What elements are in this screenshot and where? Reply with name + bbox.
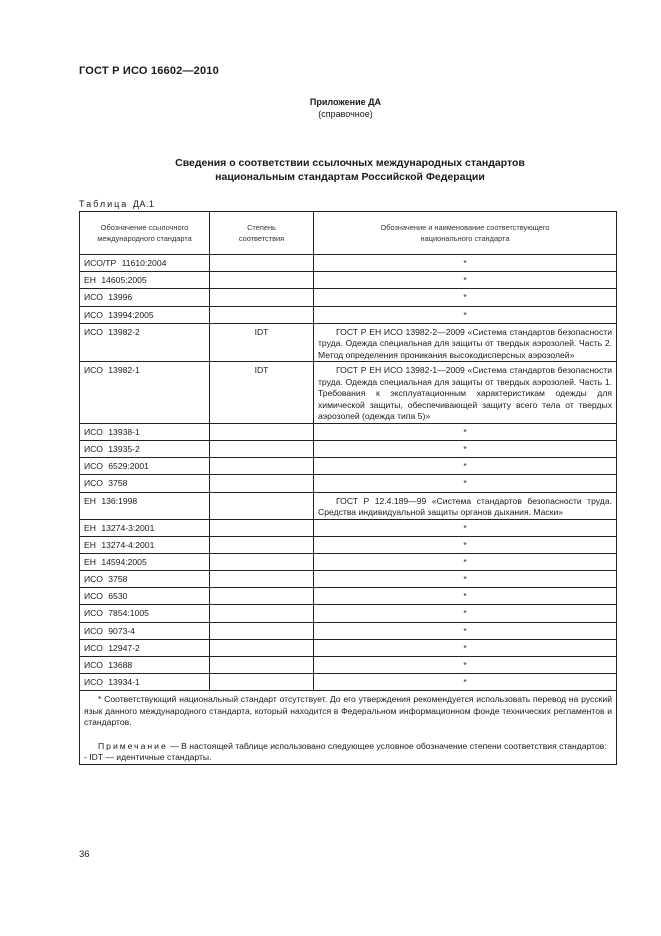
- national-standard-cell: *: [314, 272, 617, 289]
- column-header-degree-line-1: Степень: [247, 223, 276, 232]
- reference-standard-cell: ЕН 13274-4:2001: [80, 536, 210, 553]
- table-row: [80, 536, 617, 553]
- reference-standard-cell: ИСО 13996: [80, 289, 210, 306]
- table-header-row: [80, 212, 617, 255]
- column-header-reference: [80, 212, 210, 255]
- degree-cell: [210, 492, 314, 519]
- table-row: [80, 553, 617, 570]
- note: [84, 741, 612, 753]
- table-row: [80, 423, 617, 440]
- reference-standard-cell: ИСО 3758: [80, 571, 210, 588]
- reference-standard-cell: ИСО 3758: [80, 475, 210, 492]
- degree-cell: [210, 622, 314, 639]
- reference-standard-cell: ИСО 6530: [80, 588, 210, 605]
- reference-standard-cell: ЕН 13274-3:2001: [80, 519, 210, 536]
- national-standard-cell: *: [314, 440, 617, 457]
- degree-cell: [210, 255, 314, 272]
- national-standard-cell: [314, 362, 617, 424]
- national-standard-cell: *: [314, 553, 617, 570]
- national-standard-cell: *: [314, 622, 617, 639]
- degree-cell: [210, 553, 314, 570]
- reference-standard-cell: ИСО 9073-4: [80, 622, 210, 639]
- national-standard-cell: *: [314, 571, 617, 588]
- table-row: [80, 571, 617, 588]
- reference-standard-cell: ЕН 14605:2005: [80, 272, 210, 289]
- table-row: [80, 622, 617, 639]
- table-row: [80, 605, 617, 622]
- degree-cell: [210, 475, 314, 492]
- table-row: [80, 674, 617, 691]
- appendix-type: (справочное): [318, 109, 373, 119]
- document-code: ГОСТ Р ИСО 16602—2010: [79, 65, 219, 77]
- national-standard-cell: *: [314, 657, 617, 674]
- degree-cell: [210, 639, 314, 656]
- national-standard-cell: *: [314, 255, 617, 272]
- table-row: [80, 272, 617, 289]
- table-row: [80, 440, 617, 457]
- degree-cell: IDT: [210, 323, 314, 362]
- degree-cell: [210, 657, 314, 674]
- reference-standard-cell: ИСО 7854:1005: [80, 605, 210, 622]
- reference-standard-cell: ИСО 13982-2: [80, 323, 210, 362]
- table-row: [80, 289, 617, 306]
- national-standard-text: ГОСТ Р ЕН ИСО 13982-2—2009 «Система стандартов безопасности труда. Одежда специальная для защиты от твердых аэрозолей. Часть 2. Метод определения проникания высокодисперсных аэрозолей»: [318, 326, 612, 360]
- column-header-national-line-1: Обозначение и наименование соответствующего: [380, 223, 550, 232]
- table-row: [80, 362, 617, 424]
- national-standard-cell: *: [314, 306, 617, 323]
- reference-standard-cell: ИСО 13938-1: [80, 423, 210, 440]
- degree-cell: [210, 588, 314, 605]
- degree-cell: IDT: [210, 362, 314, 424]
- national-standard-cell: *: [314, 475, 617, 492]
- table-footer-row: [80, 691, 617, 765]
- reference-standard-cell: ИСО 13982-1: [80, 362, 210, 424]
- degree-cell: [210, 674, 314, 691]
- title-line-1: Сведения о соответствии ссылочных международных стандартов: [175, 157, 525, 169]
- degree-cell: [210, 519, 314, 536]
- table-caption-number: ДА.1: [132, 199, 155, 209]
- table-row: [80, 519, 617, 536]
- table-row: [80, 306, 617, 323]
- degree-cell: [210, 536, 314, 553]
- table-footer: [80, 691, 617, 765]
- reference-standard-cell: ЕН 136:1998: [80, 492, 210, 519]
- column-header-national: [314, 212, 617, 255]
- reference-standard-cell: ИСО 13935-2: [80, 440, 210, 457]
- national-standard-text: ГОСТ Р ЕН ИСО 13982-1—2009 «Система стандартов безопасности труда. Одежда специальная для защиты от твердых аэрозолей. Часть 1. Требования к эксплуатационным характеристикам одежды для химической защиты, обеспечивающей защиту всего тела от твердых аэрозолей (одежда типа 5)»: [318, 365, 612, 422]
- table-row: [80, 639, 617, 656]
- table-caption: [79, 199, 154, 209]
- reference-standard-cell: ИСО 6529:2001: [80, 458, 210, 475]
- reference-standard-cell: ИСО 13994:2005: [80, 306, 210, 323]
- section-title: [80, 156, 620, 184]
- column-header-degree-line-2: соответствия: [238, 234, 285, 243]
- table-caption-prefix: Таблица: [79, 199, 129, 209]
- table-row: [80, 323, 617, 362]
- reference-standard-cell: ИСО 13688: [80, 657, 210, 674]
- column-header-reference-line-2: международного стандарта: [97, 234, 192, 243]
- footnote: [84, 694, 612, 729]
- reference-standard-cell: ИСО/ТР 11610:2004: [80, 255, 210, 272]
- note-text: — В настоящей таблице использовано следующее условное обозначение степени соответствия стандартов:: [170, 740, 607, 751]
- national-standard-cell: *: [314, 605, 617, 622]
- reference-standard-cell: ИСО 12947-2: [80, 639, 210, 656]
- national-standard-cell: *: [314, 423, 617, 440]
- degree-cell: [210, 605, 314, 622]
- degree-cell: [210, 306, 314, 323]
- reference-standard-cell: ЕН 14594:2005: [80, 553, 210, 570]
- correspondence-table: [79, 211, 617, 765]
- column-header-reference-line-1: Обозначение ссылочного: [100, 223, 189, 232]
- degree-cell: [210, 571, 314, 588]
- national-standard-cell: [314, 492, 617, 519]
- national-standard-cell: *: [314, 458, 617, 475]
- table-body: [80, 255, 617, 691]
- note-label: Примечание: [98, 740, 168, 751]
- table-row: [80, 588, 617, 605]
- national-standard-cell: *: [314, 536, 617, 553]
- table-row: [80, 458, 617, 475]
- national-standard-cell: *: [314, 519, 617, 536]
- national-standard-cell: *: [314, 588, 617, 605]
- page-number: 36: [79, 849, 90, 860]
- table-row: [80, 492, 617, 519]
- national-standard-text: ГОСТ Р 12.4.189—99 «Система стандартов безопасности труда. Средства индивидуальной защиты органов дыхания. Маски»: [318, 495, 612, 517]
- table-row: [80, 657, 617, 674]
- reference-standard-cell: ИСО 13934-1: [80, 674, 210, 691]
- title-line-2: национальным стандартам Российской Федерации: [215, 171, 485, 183]
- degree-cell: [210, 272, 314, 289]
- column-header-degree: [210, 212, 314, 255]
- note-item: - IDT — идентичные стандарты.: [84, 752, 212, 763]
- degree-cell: [210, 440, 314, 457]
- appendix-heading: [0, 96, 661, 120]
- table-row: [80, 475, 617, 492]
- footnote-text: * Соответствующий национальный стандарт отсутствует. До его утверждения рекомендуется использовать перевод на русский язык данного международного стандарта, который находится в Федеральном информационном фонде технических регламентов и стандартов.: [84, 694, 612, 728]
- degree-cell: [210, 289, 314, 306]
- national-standard-cell: *: [314, 289, 617, 306]
- column-header-national-line-2: национального стандарта: [420, 234, 510, 243]
- appendix-title: Приложение ДА: [309, 97, 382, 107]
- national-standard-cell: *: [314, 639, 617, 656]
- degree-cell: [210, 423, 314, 440]
- national-standard-cell: *: [314, 674, 617, 691]
- national-standard-cell: [314, 323, 617, 362]
- degree-cell: [210, 458, 314, 475]
- table-row: [80, 255, 617, 272]
